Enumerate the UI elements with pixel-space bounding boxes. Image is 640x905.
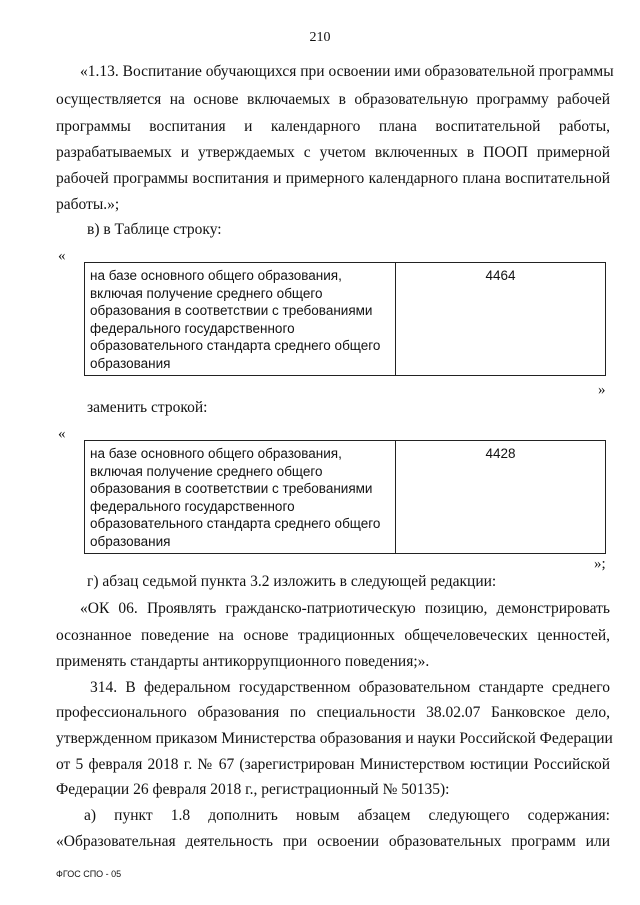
table-row <box>85 441 606 554</box>
new-row-table <box>84 440 606 554</box>
table-row <box>85 263 606 376</box>
paragraph-1-13-line: «1.13. Воспитание обучающихся при освоении ими образовательной программы <box>80 63 614 80</box>
ok06-line: применять стандарты антикоррупционного поведения;». <box>56 653 430 670</box>
ok06-line: «ОК 06. Проявлять гражданско-патриотическую позицию, демонстрировать <box>80 600 610 617</box>
last-line: «Образовательная деятельность при освоении образовательных программ или <box>56 833 610 850</box>
page-number: 210 <box>309 30 331 45</box>
item-v-line: в) в Таблице строку: <box>87 221 222 238</box>
item-a-line: а) пункт 1.8 дополнить новым абзацем следующего содержания: <box>84 807 610 824</box>
paragraph-1-13-line: разрабатываемых и утверждаемых с учетом включенных в ПООП примерной <box>56 144 610 161</box>
paragraph-314-line: утвержденном приказом Министерства образования и науки Российской Федерации <box>56 730 613 747</box>
replace-with-line: заменить строкой: <box>87 399 208 416</box>
footer-label: ФГОС СПО - 05 <box>56 869 122 879</box>
close-quote-semicolon: »; <box>594 556 606 572</box>
paragraph-1-13-line: программы воспитания и календарного плана воспитательной работы, <box>56 118 610 135</box>
open-quote: « <box>58 248 66 264</box>
paragraph-1-13-line: рабочей программы воспитания и примерного календарного плана воспитательной <box>56 170 610 187</box>
paragraph-314-line: Федерации 26 февраля 2018 г., регистрационный № 50135): <box>56 781 450 798</box>
table-cell-value: 4464 <box>396 263 606 376</box>
paragraph-314-line: 314. В федеральном государственном образовательном стандарте среднего <box>90 679 610 696</box>
close-quote: » <box>598 382 606 398</box>
paragraph-1-13-line: работы.»; <box>56 196 120 213</box>
paragraph-314-line: от 5 февраля 2018 г. № 67 (зарегистрирован Министерством юстиции Российской <box>56 756 610 773</box>
paragraph-314-line: профессионального образования по специальности 38.02.07 Банковское дело, <box>56 704 610 721</box>
old-row-table <box>84 262 606 376</box>
ok06-line: осознанное поведение на основе традиционных общечеловеческих ценностей, <box>56 627 610 644</box>
open-quote: « <box>58 426 66 442</box>
paragraph-1-13-line: осуществляется на основе включаемых в образовательную программу рабочей <box>56 91 610 108</box>
table-cell-description: на базе основного общего образования, включая получение среднего общего образования в соответствии с требованиями федерального государственного образовательного стандарта среднего общего образования <box>85 441 396 554</box>
item-g-line: г) абзац седьмой пункта 3.2 изложить в следующей редакции: <box>87 573 497 590</box>
table-cell-description: на базе основного общего образования, включая получение среднего общего образования в соответствии с требованиями федерального государственного образовательного стандарта среднего общего образования <box>85 263 396 376</box>
table-cell-value: 4428 <box>396 441 606 554</box>
